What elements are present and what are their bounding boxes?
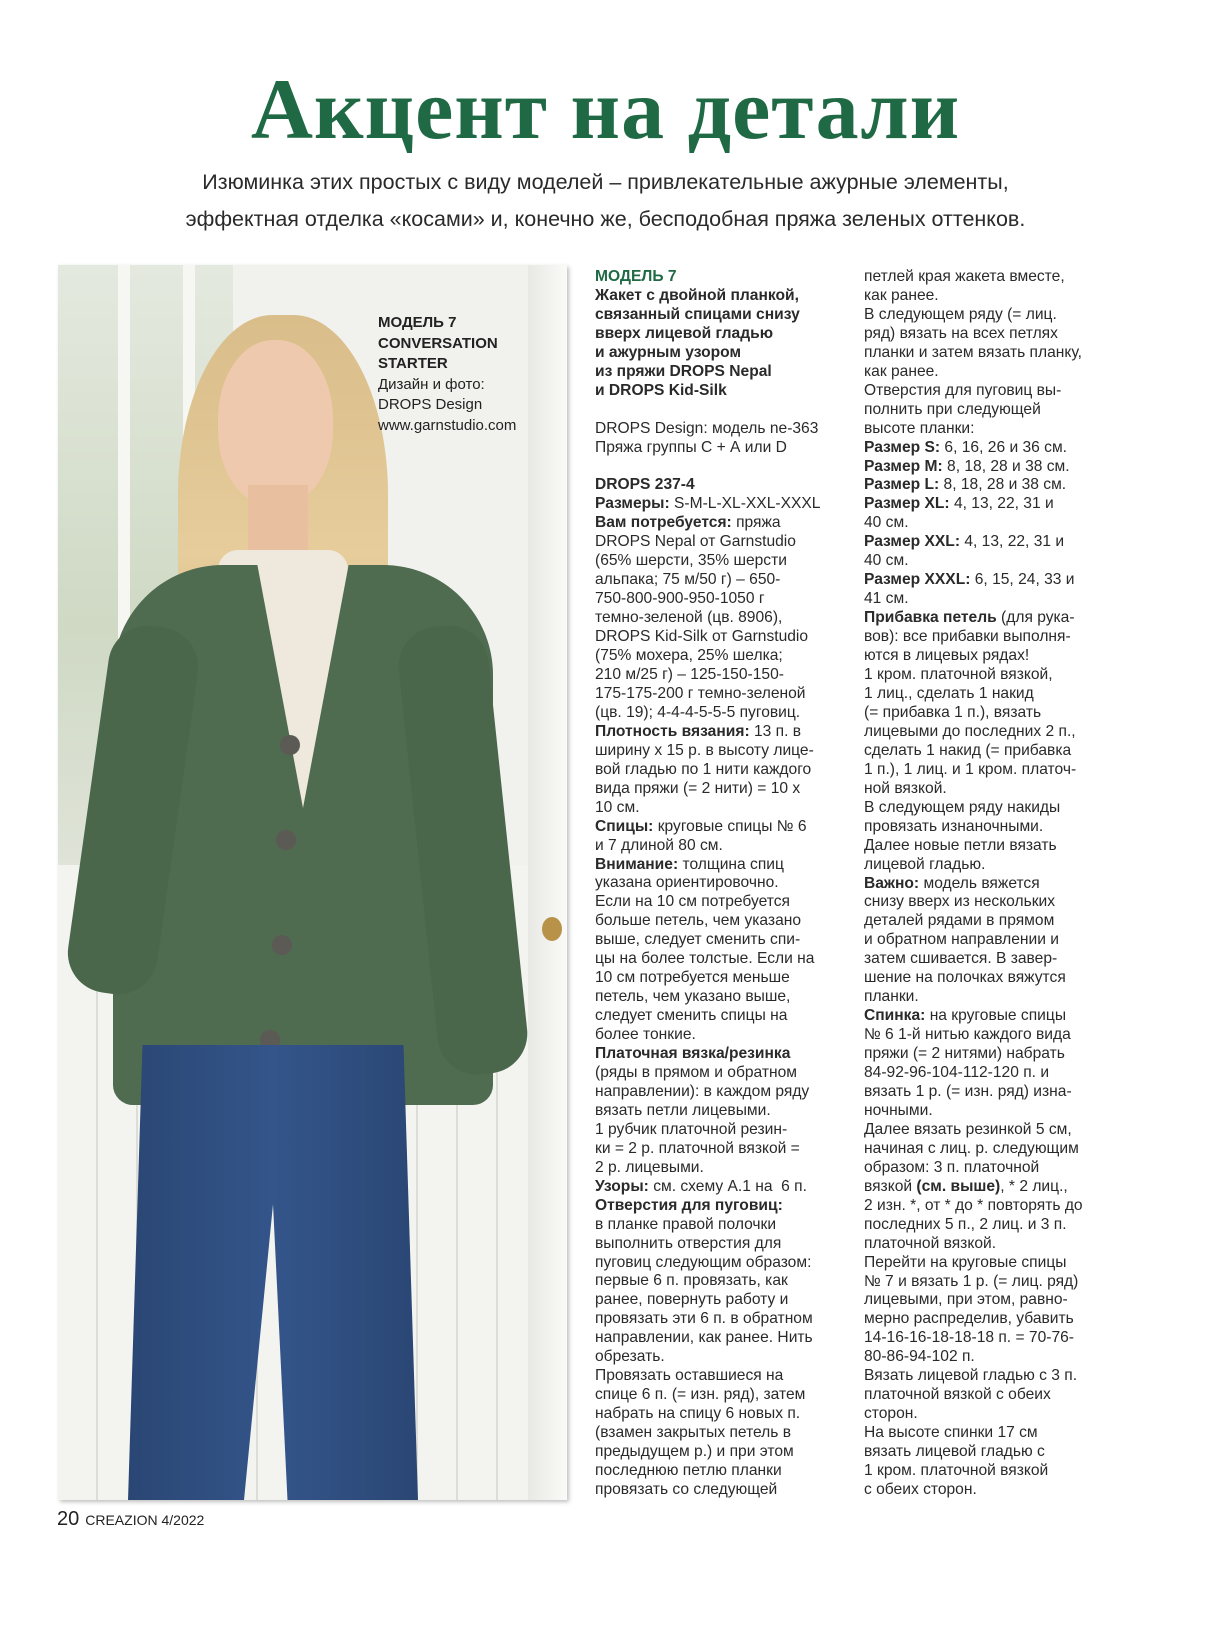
paragraph-text: S-M-L-XL-XXL-XXXL — [674, 495, 821, 513]
paragraph — [595, 476, 857, 495]
paragraph-heading: Отверстия для пуговиц: — [595, 1196, 783, 1214]
button — [276, 830, 296, 850]
button — [280, 735, 300, 755]
paragraph — [595, 420, 857, 458]
paragraph-text: 4, 13, 22, 31 и 40 см. — [864, 495, 1054, 532]
button — [272, 935, 292, 955]
paragraph-text: круговые спицы № 6 и 7 длиной 80 см. — [595, 817, 807, 854]
pattern-column-2 — [864, 268, 1124, 1500]
paragraph-text: 13 п. в ширину х 15 р. в высоту лице- вой гладью по 1 нити каждого вида пряжи (= 2 нити) = 10 х 10 см. — [595, 722, 814, 816]
caption-line: www.garnstudio.com — [378, 416, 517, 434]
paragraph — [595, 818, 857, 856]
paragraph-heading: Важно: — [864, 874, 924, 892]
paragraph — [595, 1178, 857, 1197]
paragraph-text: 8, 18, 28 и 38 см. — [947, 457, 1070, 475]
paragraph-text: в планке правой полочки выполнить отверстия для пуговиц следующим образом: первые 6 п. провязать, как ранее, повернуть работу и провязать эти 6 п. в обратном направлении, как ранее. Нить обрезать. Провязать оставшиеся на спице 6 п. (= изн. ряд), затем набрать на спицу 6 новых п. (взамен закрытых петель в предыдущем р.) и при этом последнюю петлю планки провязать со следующей — [595, 1215, 813, 1498]
paragraph-text: пряжа DROPS Nepal от Garnstudio (65% шерсти, 35% шерсти альпака; 75 м/50 г) – 650- 750-800-900-950-1050 г темно-зеленой (цв. 8906), DROPS Kid-Silk от Garnstudio (75% мохера, 25% шелка; 210 м/25 г) – 125-150-150- 175-175-200 г темно-зеленой (цв. 19); 4-4-4-5-5-5 пуговиц. — [595, 514, 809, 721]
paragraph — [864, 875, 1124, 1008]
caption-line: DROPS Design — [378, 396, 483, 414]
subtitle — [0, 164, 1211, 238]
door-edge — [528, 265, 567, 1500]
page-title: Акцент на детали — [250, 61, 961, 157]
subtitle-line: эффектная отделка «косами» и, конечно же, бесподобная пряжа зеленых оттенков. — [185, 207, 1026, 231]
paragraph — [595, 287, 857, 401]
paragraph-heading: Узоры: — [595, 1177, 654, 1195]
paragraph — [595, 401, 857, 420]
paragraph-heading: Внимание: — [595, 855, 683, 873]
paragraph-heading: Плотность вязания: — [595, 722, 754, 740]
caption-line: CONVERSATION — [378, 334, 498, 352]
paragraph-text: (ряды в прямом и обратном направлении): в каждом ряду вязать петли лицевыми. 1 рубчик платочной резин- ки = 2 р. платочной вязкой = 2 р. лицевыми. — [595, 1064, 810, 1176]
paragraph-text: на круговые спицы № 6 1-й нитью каждого вида пряжи (= 2 нитями) набрать 84-92-96-104-112-120 п. и вязать 1 р. (= изн. ряд) изна- ночными. Далее вязать резинкой 5 см, начиная с лиц. р. следующим образом: 3 п. платочной вязкой — [864, 1007, 1079, 1195]
paragraph — [595, 495, 857, 514]
paragraph-heading: Вам потребуется: — [595, 514, 737, 532]
paragraph — [864, 609, 1124, 874]
face — [218, 340, 333, 505]
paragraph — [864, 476, 1124, 495]
paragraph — [864, 495, 1124, 533]
paragraph — [595, 458, 857, 477]
page-footer — [57, 1508, 204, 1531]
paragraph — [595, 268, 857, 287]
caption-line: STARTER — [378, 355, 448, 373]
paragraph-heading: Размер XXXL: — [864, 571, 975, 589]
paragraph-heading: Спинка: — [864, 1007, 930, 1025]
paragraph — [864, 458, 1124, 477]
paragraph — [864, 439, 1124, 458]
paragraph — [864, 1007, 1124, 1500]
paragraph — [595, 1045, 857, 1178]
paragraph-text: 6, 16, 26 и 36 см. — [944, 438, 1068, 456]
paragraph-text: 4, 13, 22, 31 и 40 см. — [864, 533, 1065, 570]
page-number: 20 — [57, 1508, 80, 1530]
paragraph — [595, 723, 857, 818]
paragraph-heading: МОДЕЛЬ 7 — [595, 268, 677, 285]
paragraph-heading: (см. выше) — [916, 1177, 1001, 1195]
photo-caption — [378, 313, 516, 437]
paragraph-text: DROPS Design: модель ne-363 Пряжа группы С + А или D — [595, 419, 819, 456]
paragraph-heading: Жакет с двойной планкой, связанный спицами снизу вверх лицевой гладью и ажурным узором из пряжи DROPS Nepal и DROPS Kid-Silk — [595, 286, 800, 399]
paragraph-heading: Размеры: — [595, 495, 674, 513]
paragraph-heading: Платочная вязка/резинка — [595, 1045, 791, 1063]
paragraph-heading: Спицы: — [595, 817, 658, 835]
paragraph-text: толщина спиц указана ориентировочно. Если на 10 см потребуется больше петель, чем указано выше, следует сменить спи- цы на более толстые. Если на 10 см потребуется меньше петель, чем указано выше, следует сменить спицы на более тонкие. — [595, 855, 815, 1044]
paragraph-heading: Размер XXL: — [864, 533, 965, 551]
caption-line: МОДЕЛЬ 7 — [378, 314, 457, 331]
paragraph-text: модель вяжется снизу вверх из нескольких деталей рядами в прямом и обратном направлении и затем сшивается. В завер- шение на полочках вяжутся планки. — [864, 874, 1066, 1006]
paragraph-heading: Размер S: — [864, 438, 945, 456]
paragraph-text: (для рука- вов): все прибавки выполня- ются в лицевых рядах! 1 кром. платочной вязкой, 1 лиц., сделать 1 накид (= прибавка 1 п.), вязать лицевыми до последних 2 п., сделать 1 накид (= прибавка 1 п.), 1 лиц. и 1 кром. платоч- ной вязкой. В следующем ряду накиды провязать изнаночными. Далее новые петли вязать лицевой гладью. — [864, 609, 1077, 873]
paragraph-heading: Размер XL: — [864, 495, 954, 513]
paragraph — [595, 514, 857, 722]
magazine-issue: CREAZION 4/2022 — [85, 1512, 205, 1528]
paragraph — [864, 533, 1124, 571]
paragraph-heading: Размер L: — [864, 476, 944, 494]
paragraph-heading: Прибавка петель — [864, 609, 1002, 627]
paragraph-heading: DROPS 237-4 — [595, 476, 695, 494]
subtitle-line: Изюминка этих простых с виду моделей – привлекательные ажурные элементы, — [202, 170, 1009, 194]
paragraph-text: , * 2 лиц., 2 изн. *, от * до * повторять до последних 5 п., 2 лиц. и 3 п. платочной вязкой. Перейти на круговые спицы № 7 и вязать 1 р. (= лиц. ряд) лицевыми, при этом, равно- мерно распределив, убавить 14-16-16-18-18-18 п. = 70-76- 80-86-94-102 п. Вязать лицевой гладью с 3 п. платочной вязкой с обеих сторон. На высоте спинки 17 см вязать лицевой гладью с 1 кром. платочной вязкой с обеих сторон. — [864, 1177, 1083, 1498]
paragraph-text: 8, 18, 28 и 38 см. — [943, 476, 1067, 494]
paragraph — [595, 856, 857, 1046]
paragraph-text: 6, 15, 24, 33 и 41 см. — [864, 571, 1075, 608]
door-knob — [542, 917, 562, 941]
paragraph-text: см. схему А.1 на 6 п. — [653, 1177, 807, 1195]
caption-line: Дизайн и фото: — [378, 375, 485, 393]
paragraph — [595, 1197, 857, 1500]
paragraph — [864, 571, 1124, 609]
model-photo — [58, 265, 567, 1500]
pattern-column-1 — [595, 268, 857, 1500]
paragraph-text: петлей края жакета вместе, как ранее. В следующем ряду (= лиц. ряд) вязать на всех петлях планки и затем вязать планку, как ранее. Отверстия для пуговиц вы- полнить при следующей высоте планки: — [864, 268, 1082, 437]
paragraph-heading: Размер M: — [864, 457, 948, 475]
paragraph — [864, 268, 1124, 439]
